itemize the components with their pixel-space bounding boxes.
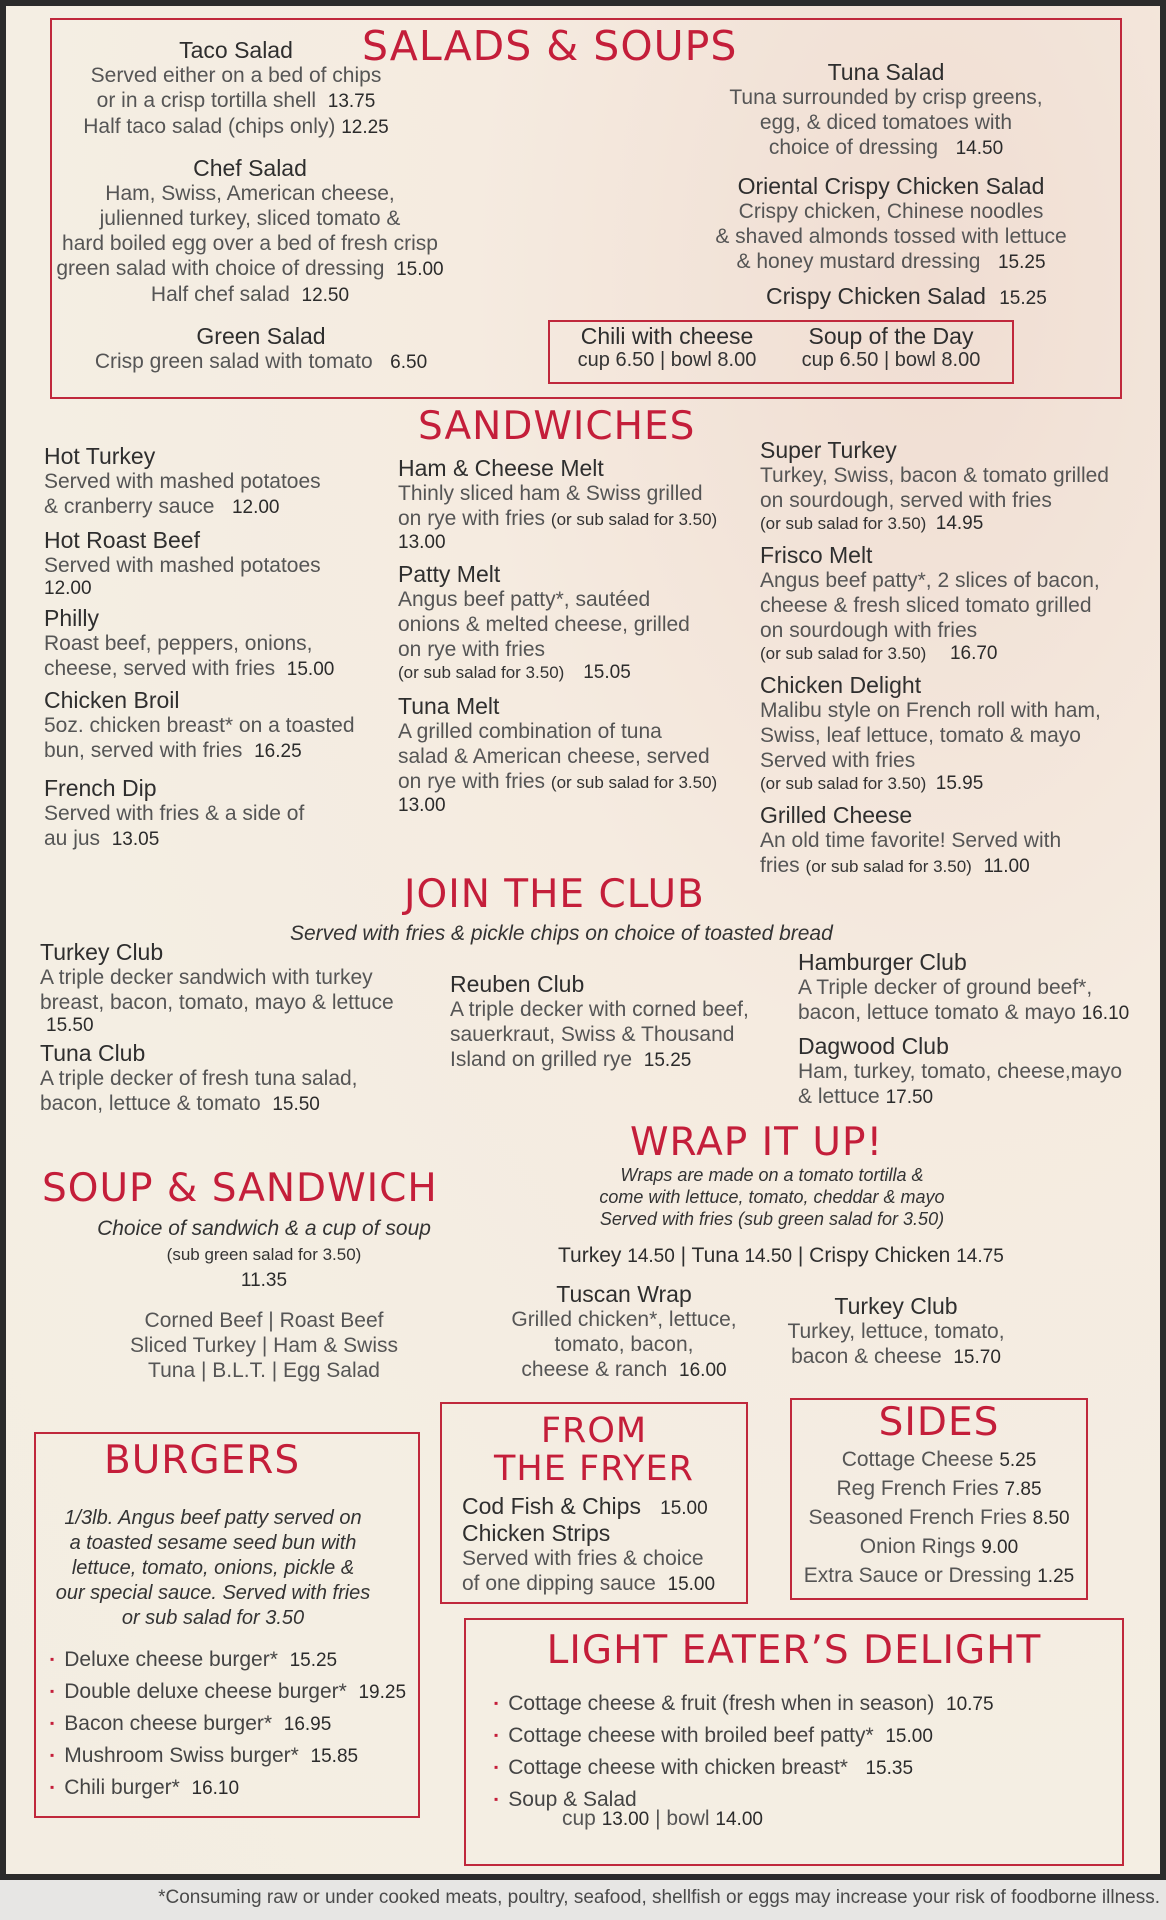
light-soup-salad-prices: cup 13.00 | bowl 14.00 (562, 1807, 763, 1830)
list-item: ▪ Cottage cheese with broiled beef patty* 15.00 (494, 1720, 994, 1752)
list-item: ▪ Bacon cheese burger* 16.95 (50, 1708, 406, 1740)
list-item: ▪ Cottage cheese with chicken breast* 15.35 (494, 1752, 994, 1784)
list-item: ▪ Double deluxe cheese burger* 19.25 (50, 1676, 406, 1708)
chili: Chili with cheese cup 6.50 | bowl 8.00 (577, 323, 757, 371)
soup-sandwich-title: SOUP & SANDWICH (42, 1166, 438, 1211)
sides-list (792, 1446, 1086, 1591)
list-item: Seasoned French Fries 8.50 (808, 1506, 1070, 1529)
wrap-description: Wraps are made on a tomato tortilla & come with lettuce, tomato, cheddar & mayo Served with fries (sub green salad for 3.50) (599, 1165, 945, 1229)
list-item: Extra Sauce or Dressing 1.25 (803, 1564, 1075, 1587)
light-title: LIGHT EATER’S DELIGHT (546, 1628, 1042, 1673)
crispy-salad: Crispy Chicken Salad 15.25 (766, 283, 1047, 309)
list-item: Reg French Fries 7.85 (836, 1477, 1042, 1500)
club-col-1: Turkey Club A triple decker sandwich with turkey breast, bacon, tomato, mayo & lettuce 15.50 Tuna Club A triple decker of fresh tuna salad, bacon, lettuce & tomato 15.50 (40, 939, 394, 1115)
list-item: ▪ Soup & Salad (494, 1784, 994, 1815)
sides-title: SIDES (878, 1400, 1000, 1445)
sandwich-col-3: Super Turkey Turkey, Swiss, bacon & tomato grilled on sourdough, served with fries (or sub salad for 3.50) 14.95 Frisco Melt Angus beef patty*, 2 slices of bacon, cheese & fresh sliced tomato grilled on sourdough with fries (or sub salad for 3.50) 16.70 Chicken Delight Malibu style on French roll with ham, Swiss, leaf lettuce, tomato & mayo Served with fries (or sub salad for 3.50) 15.95 Grilled Cheese An old time favorite! Served with fries (or sub salad for 3.50) 11.00 (760, 437, 1109, 877)
salads-title: SALADS & SOUPS (362, 22, 738, 70)
green-salad: Green Salad Crisp green salad with tomato 6.50 (94, 323, 428, 373)
wrap-prices: Turkey 14.50 | Tuna 14.50 | Crispy Chicken 14.75 (558, 1244, 1004, 1267)
list-item: ▪ Cottage cheese & fruit (fresh when in season) 10.75 (494, 1688, 994, 1720)
oriental-salad: Oriental Crispy Chicken Salad Crispy chicken, Chinese noodles & shaved almonds tossed with lettuce & honey mustard dressing 15.25 (715, 173, 1067, 273)
wrap-title: WRAP IT UP! (630, 1120, 884, 1165)
list-item: ▪ Mushroom Swiss burger* 15.85 (50, 1740, 406, 1772)
burgers-description: 1/3lb. Angus beef patty served on a toasted sesame seed bun with lettuce, tomato, onions, pickle & our special sauce. Served with fries or sub salad for 3.50 (55, 1507, 371, 1629)
soup-sandwich-details: Choice of sandwich & a cup of soup (sub green salad for 3.50) 11.35 Corned Beef | Roast Beef Sliced Turkey | Ham & Swiss Tuna | B.L.T. | Egg Salad (97, 1217, 431, 1382)
list-item: Cottage Cheese 5.25 (841, 1448, 1037, 1471)
disclaimer-footer: *Consuming raw or under cooked meats, poultry, seafood, shellfish or eggs may increase your risk of foodborne illness. (0, 1880, 1166, 1920)
list-item: ▪ Deluxe cheese burger* 15.25 (50, 1644, 406, 1676)
sandwich-col-1: Hot Turkey Served with mashed potatoes & cranberry sauce 12.00 Hot Roast Beef Served with mashed potatoes 12.00 Philly Roast beef, peppers, onions, cheese, served with fries 15.00 Chicken Broil 5oz. chicken breast* on a toasted bun, served with fries 16.25 French Dip Served with fries & a side of au jus 13.05 (44, 443, 355, 850)
tuna-salad: Tuna Salad Tuna surrounded by crisp greens, egg, & diced tomatoes with choice of dressing 14.50 (729, 59, 1043, 159)
club-subtitle: Served with fries & pickle chips on choice of toasted bread (290, 922, 833, 945)
club-col-2: Reuben Club A triple decker with corned beef, sauerkraut, Swiss & Thousand Island on grilled rye 15.25 (450, 971, 749, 1071)
burgers-list (50, 1644, 406, 1804)
taco-salad: Taco Salad Served either on a bed of chips or in a crisp tortilla shell 13.75 Half taco salad (chips only) 12.25 (83, 37, 389, 138)
sandwiches-title: SANDWICHES (418, 404, 696, 449)
chef-salad: Chef Salad Ham, Swiss, American cheese, julienned turkey, sliced tomato & hard boiled egg over a bed of fresh crisp green salad with choice of dressing 15.00 Half chef salad 12.50 (56, 155, 444, 306)
sandwich-col-2: Ham & Cheese Melt Thinly sliced ham & Swiss grilled on rye with fries (or sub salad for 3.50) 13.00 Patty Melt Angus beef patty*, sautéed onions & melted cheese, grilled on rye with fries (or sub salad for 3.50) 15.05 Tuna Melt A grilled combination of tuna salad & American cheese, served on rye with fries (or sub salad for 3.50) 13.00 (398, 455, 718, 816)
soup-of-day: Soup of the Day cup 6.50 | bowl 8.00 (801, 323, 981, 371)
light-list (494, 1688, 994, 1815)
club-title: JOIN THE CLUB (404, 872, 705, 917)
turkey-club-wrap: Turkey Club Turkey, lettuce, tomato, bacon & cheese 15.70 (787, 1293, 1005, 1368)
tuscan-wrap: Tuscan Wrap Grilled chicken*, lettuce, tomato, bacon, cheese & ranch 16.00 (511, 1281, 737, 1381)
burgers-title: BURGERS (104, 1438, 301, 1483)
list-item: ▪ Chili burger* 16.10 (50, 1772, 406, 1804)
fryer-title: FROM THE FRYER (494, 1411, 694, 1489)
fryer-items: Cod Fish & Chips 15.00 Chicken Strips Served with fries & choice of one dipping sauce 15.00 (462, 1493, 716, 1595)
club-col-3: Hamburger Club A Triple decker of ground beef*, bacon, lettuce tomato & mayo 16.10 Dagwood Club Ham, turkey, tomato, cheese,mayo & lettuce 17.50 (798, 949, 1130, 1108)
list-item: Onion Rings 9.00 (859, 1535, 1019, 1558)
